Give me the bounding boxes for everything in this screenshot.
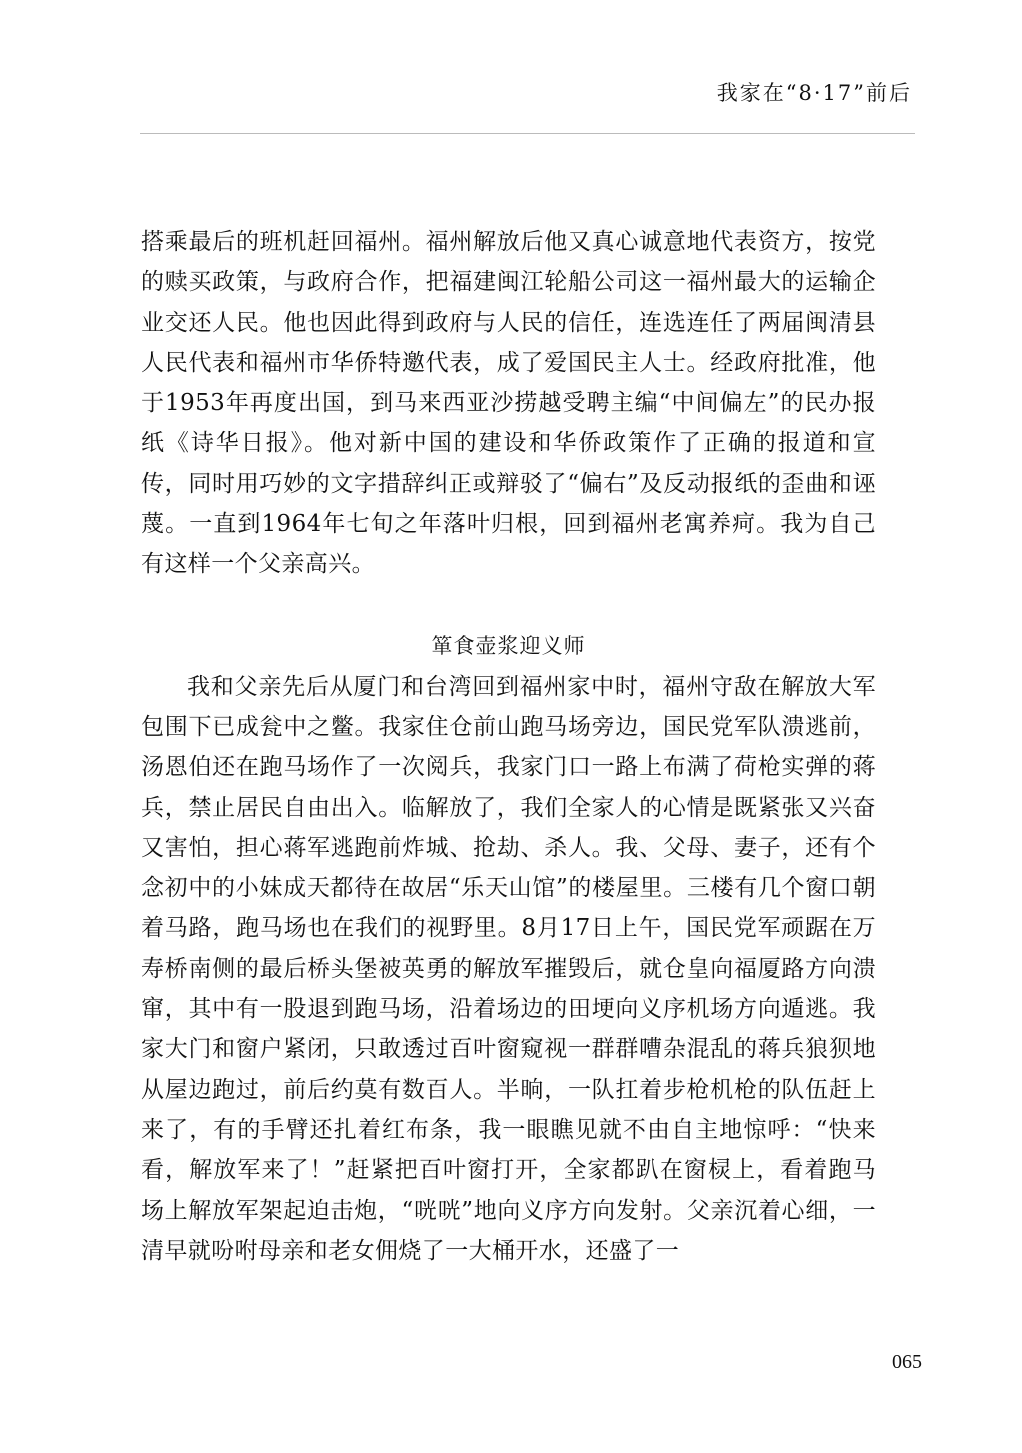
- running-header-title: 我家在“8·17”前后: [716, 81, 912, 105]
- page-number: 065: [892, 1351, 922, 1373]
- paragraph-continued: 搭乘最后的班机赶回福州。福州解放后他又真心诚意地代表资方，按党的赎买政策，与政府合作，把福建闽江轮船公司这一福州最大的运输企业交还人民。他也因此得到政府与人民的信任，连选连任了两届闽清县人民代表和福州市华侨特邀代表，成了爱国民主人士。经政府批准，他于1953年再度出国，到马来西亚沙捞越受聘主编“中间偏左”的民办报纸《诗华日报》。他对新中国的建设和华侨政策作了正确的报道和宣传，同时用巧妙的文字措辞纠正或辩驳了“偏右”及反动报纸的歪曲和诬蔑。一直到1964年七旬之年落叶归根，回到福州老寓养疴。我为自己有这样一个父亲高兴。: [141, 229, 876, 578]
- body-text: [141, 222, 876, 1271]
- header-divider: [140, 133, 915, 134]
- section-heading: 箪食壶浆迎义师: [431, 633, 586, 658]
- paragraph-section-start: 我和父亲先后从厦门和台湾回到福州家中时，福州守敌在解放大军包围下已成瓮中之鳖。我家住仓前山跑马场旁边，国民党军队溃逃前，汤恩伯还在跑马场作了一次阅兵，我家门口一路上布满了荷枪实弹的蒋兵，禁止居民自由出入。临解放了，我们全家人的心情是既紧张又兴奋又害怕，担心蒋军逃跑前炸城、抢劫、杀人。我、父母、妻子，还有个念初中的小妹成天都待在故居“乐天山馆”的楼屋里。三楼有几个窗口朝着马路，跑马场也在我们的视野里。8月17日上午，国民党军顽踞在万寿桥南侧的最后桥头堡被英勇的解放军摧毁后，就仓皇向福厦路方向溃窜，其中有一股退到跑马场，沿着场边的田埂向义序机场方向遁逃。我家大门和窗户紧闭，只敢透过百叶窗窥视一群群嘈杂混乱的蒋兵狼狈地从屋边跑过，前后约莫有数百人。半晌，一队扛着步枪机枪的队伍赶上来了，有的手臂还扎着红布条，我一眼瞧见就不由自主地惊呼：“快来看，解放军来了！”赶紧把百叶窗打开，全家都趴在窗棂上，看着跑马场上解放军架起迫击炮，“咣咣”地向义序方向发射。父亲沉着心细，一清早就吩咐母亲和老女佣烧了一大桶开水，还盛了一: [141, 673, 876, 1264]
